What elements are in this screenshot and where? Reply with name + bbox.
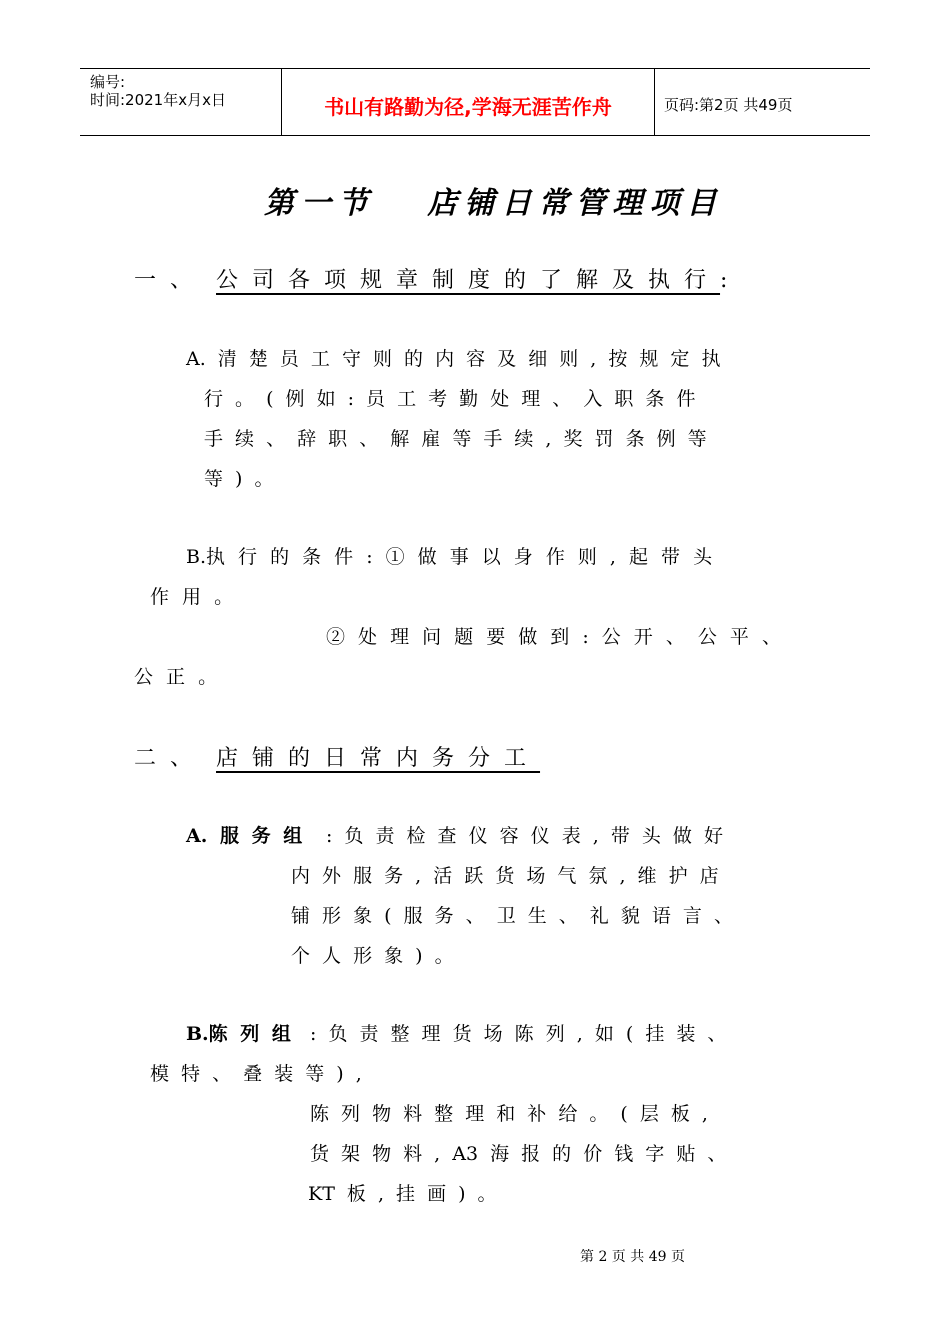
- part1-a-line-4: 等 ) 。: [204, 468, 274, 490]
- part1-a-line-2: 行 。 ( 例 如 : 员 工 考 勤 处 理 、 入 职 条 件: [204, 388, 696, 410]
- header-number-label: 编号:: [90, 73, 126, 91]
- header-page-info: 页码:第2页 共49页: [664, 96, 793, 114]
- part2-b-line-5: KT 板 , 挂 画 ) 。: [308, 1183, 497, 1205]
- page-footer: 第 2 页 共 49 页: [580, 1249, 685, 1265]
- part1-heading-number: 一、: [134, 268, 207, 293]
- part1-b-line-4: 公 正 。: [134, 666, 218, 688]
- header-bottom-border: [80, 135, 870, 136]
- part1-a-line-1: A. 清 楚 员 工 守 则 的 内 容 及 细 则 , 按 规 定 执: [186, 348, 721, 370]
- part2-b-line-4: 货 架 物 料 , A3 海 报 的 价 钱 字 贴 、: [310, 1143, 727, 1165]
- section-title: 第一节 店铺日常管理项目: [264, 186, 724, 221]
- part2-b-label: B.陈 列 组: [186, 1023, 291, 1045]
- part2-heading: [134, 741, 540, 772]
- part1-heading-colon: :: [720, 268, 742, 293]
- part2-heading-text: 店铺的日常内务分工: [216, 746, 541, 771]
- part2-b-line-2: 模 特 、 叠 装 等 ) ,: [150, 1063, 362, 1085]
- part1-b-line-3: ② 处 理 问 题 要 做 到 : 公 开 、 公 平 、: [326, 626, 781, 648]
- part2-b-line-3: 陈 列 物 料 整 理 和 补 给 。 ( 层 板 ,: [310, 1103, 708, 1125]
- header-top-border: [80, 68, 870, 69]
- part1-b-line-2: 作 用 。: [150, 586, 234, 608]
- header-motto: 书山有路勤为径,学海无涯苦作舟: [324, 95, 612, 119]
- part2-a-line-4: 个 人 形 象 ) 。: [291, 945, 454, 967]
- part2-a-line-1: : 负 责 检 查 仪 容 仪 表 , 带 头 做 好: [326, 825, 723, 847]
- part1-a-line-3: 手 续 、 辞 职 、 解 雇 等 手 续 , 奖 罚 条 例 等: [204, 428, 707, 450]
- part2-b-line-1: : 负 责 整 理 货 场 陈 列 , 如 ( 挂 装 、: [310, 1023, 727, 1045]
- part1-heading: [134, 263, 741, 294]
- header-divider-right: [654, 68, 655, 136]
- part2-a-label: A. 服 务 组: [186, 825, 303, 847]
- part1-b-line-1: B.执 行 的 条 件 : ① 做 事 以 身 作 则 , 起 带 头: [186, 546, 713, 568]
- part2-heading-number: 二、: [134, 746, 207, 771]
- part2-a-line-2: 内 外 服 务 , 活 跃 货 场 气 氛 , 维 护 店: [291, 865, 719, 887]
- part1-heading-text: 公司各项规章制度的了解及执行: [216, 268, 721, 293]
- part2-a-line-3: 铺 形 象 ( 服 务 、 卫 生 、 礼 貌 语 言 、: [291, 905, 733, 927]
- header-time-label: 时间:2021年x月x日: [90, 91, 226, 109]
